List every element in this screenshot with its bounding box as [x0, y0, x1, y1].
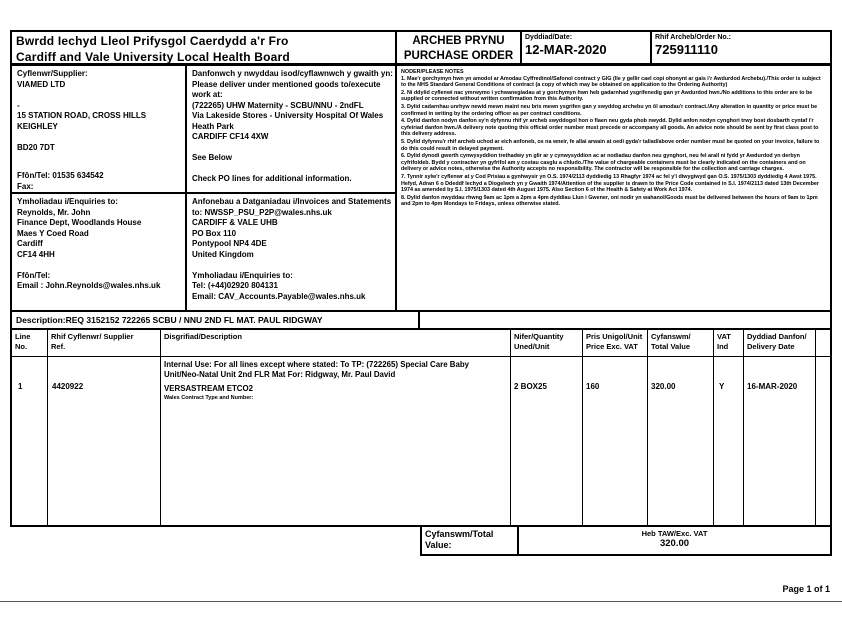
- column-divider: [47, 330, 48, 525]
- invoices-enquiries-label: Ymholiadau i/Enquiries to:: [192, 270, 293, 280]
- supplier-address-line: 15 STATION ROAD, CROSS HILLS: [17, 111, 147, 120]
- column-divider: [582, 330, 583, 525]
- supplier-address-line: [17, 132, 180, 143]
- supplier-phone: Ffôn/Tel: 01535 634542: [17, 171, 104, 180]
- note-item: 6. Dylid dynodi gwerth cynwysyddion trethadwy yn glir ar y cynwysyddion ac ar nodiadau danfon neu gynghori, neu fel arall ni fydd yr Awdurdod yn derbyn cyfrifoldeb. Bydd y contractwr yn gyfrifol am y costau casglu a chludo./The value of chargeable containers must be clearly indicated on the containers and on delivery or advice notes, otherwise the Authority accepts no responsibility. The contractor will be responsible for the collection and carriage charges.: [401, 153, 806, 173]
- column-divider: [743, 330, 744, 525]
- deliver-to-see-below: See Below: [192, 153, 233, 162]
- supplier-fax: Fax:: [17, 181, 34, 191]
- order-number-value: 725911110: [655, 42, 718, 57]
- order-date-value: 12-MAR-2020: [525, 42, 607, 57]
- enquiries-address-line: Finance Dept, Woodlands House: [17, 218, 142, 227]
- supplier-address-line: -: [17, 100, 20, 110]
- supplier-address-line: KEIGHLEY: [17, 121, 58, 131]
- page-number: Page 1 of 1: [782, 584, 830, 594]
- item-quantity: 2 BOX25: [514, 382, 547, 391]
- column-divider: [713, 330, 714, 525]
- totals-label-cell: [420, 525, 519, 556]
- col-header-line-no: Line No.: [15, 332, 31, 351]
- item-line-no: 1: [18, 382, 23, 391]
- document-title-welsh: ARCHEB PRYNU: [412, 35, 505, 47]
- note-item: 7. Tynnir sylw'r cyflenwr at y Cod Prisiau a gynhwysir yn O.S. 1974/2113 dyddiedig 13 Rhagfyr 1974 ac fel y'i diwygiwyd gan O.S. 1975/1303 dyddiedig 4 Awst 1975. Hefyd, Adran 6 o Ddeddf Iechyd a Diogelwch yn y Gwaith 1974/Attention of the supplier is drawn to the Price Code contained in S.I. 1974/2113 dated 13th December 1974 as amended by S.I. 1975/1303 dated 4th August 1975. Also Section 6 of the Health & Safety at Work Act 1974.: [401, 173, 819, 194]
- deliver-to-address-line: CARDIFF CF14 4XW: [192, 132, 269, 141]
- enquiries-address-line: Cardiff: [17, 239, 43, 248]
- item-delivery-date: 16-MAR-2020: [747, 382, 798, 391]
- deliver-to-label-english: Please deliver under mentioned goods to/execute: [192, 79, 381, 89]
- enquiries-label: Ymholiadau i/Enquiries to:: [17, 197, 118, 206]
- note-item: 3. Dylid cadarnhau unrhyw newid mewn maint neu bris mewn ysgrifen gan y swyddog archebu yn ôl amodau'r contract./Any alteration in quantity or price must be confirmed in writing by the ordering officer as per contract conditions.: [401, 103, 818, 117]
- invoices-box: [185, 192, 397, 312]
- invoices-label-line: Anfonebau a Datganiadau i/Invoices and Statements: [192, 197, 392, 206]
- order-date-cell: [520, 30, 652, 65]
- enquiries-address-line: CF14 4HH: [17, 249, 55, 259]
- description-text: Description:REQ 3152152 722265 SCBU / NNU 2ND FL MAT. PAUL RIDGWAY: [16, 315, 323, 325]
- document-title-cell: [395, 30, 522, 65]
- enquiries-email: Email : John.Reynolds@wales.nhs.uk: [17, 281, 161, 290]
- deliver-to-spacer: [192, 164, 390, 175]
- item-description-cell: [164, 360, 506, 402]
- supplier-label: Cyflenwr/Supplier:: [17, 69, 88, 78]
- column-divider: [160, 330, 161, 525]
- org-name-english: Cardiff and Vale University Local Health Board: [16, 50, 290, 64]
- deliver-to-check-po-note: Check PO lines for additional information.: [192, 174, 352, 183]
- enquiries-box: [10, 192, 187, 312]
- order-number-cell: [650, 30, 832, 65]
- enquiries-contact-name: Reynolds, Mr. John: [17, 207, 91, 217]
- notes-heading: NODER/PLEASE NOTES: [401, 69, 464, 75]
- org-name-cell: [10, 30, 397, 65]
- notes-box: [395, 64, 832, 312]
- column-divider: [647, 330, 648, 525]
- header-rule: [12, 356, 830, 357]
- items-table: [10, 328, 832, 527]
- col-header-delivery-date: Dyddiad Danfon/ Delivery Date: [747, 332, 807, 351]
- invoices-email-to: to: NWSSP_PSU_P2P@wales.nhs.uk: [192, 207, 332, 217]
- supplier-name: VIAMED LTD: [17, 79, 66, 89]
- order-number-label: Rhif Archeb/Order No.:: [655, 34, 731, 41]
- invoices-phone: Tel: (+44)02920 804131: [192, 281, 278, 290]
- col-header-quantity: Nifer/Quantity Uned/Unit: [514, 332, 564, 351]
- supplier-address-line: BD20 7DT: [17, 142, 55, 152]
- deliver-to-label-english-2: work at:: [192, 90, 223, 99]
- item-product-name: VERSASTREAM ETCO2: [164, 384, 254, 393]
- description-row-divider: [418, 312, 420, 328]
- col-header-description: Disgrifiad/Description: [164, 332, 242, 341]
- col-header-vat-ind: VAT Ind: [717, 332, 731, 351]
- deliver-to-address-line: Heath Park: [192, 121, 234, 131]
- deliver-to-box: [185, 64, 397, 194]
- net-total-value: 320.00: [659, 538, 690, 549]
- note-item: 2. Ni ddylid cyflenwi nac ymrwymo i ychwanegiadau at y gorchymyn hwn heb gadarnhad ysgrifenedig gan yr Awdurdod hwn./No additions to this order are to be supplied or connected without written confirmation from this Authority.: [401, 89, 813, 103]
- note-item: 1. Mae'r gorchymyn hwn yn amodol ar Amodau Cyffredinol/Safonol contract y GIG (lle y gellir cael copi ohonynt ar gais i'r Awdurdod Archebu)./This order is subject to the NHS Standard General Conditions of contract (a copy of which may be obtained on application to the Ordering Authority): [401, 75, 821, 89]
- deliver-to-spacer: [192, 143, 390, 154]
- item-unit-price: 160: [586, 382, 600, 391]
- note-item: 8. Dylid danfon nwyddau rhwng 9am ac 1pm a 2pm a 4pm dyddiau Llun i Gwener, oni nodir yn wahanol/Goods must be delivered between the hours of 9am to 1pm and 2pm to 4pm Mondays to Fridays, unless otherwise stated.: [401, 194, 818, 208]
- enquiries-phone-label: Ffôn/Tel:: [17, 270, 51, 280]
- col-header-supplier-ref: Rhif Cyflenwr/ Supplier Ref.: [51, 332, 134, 351]
- totals-label: Cyfanswm/Total Value:: [425, 529, 494, 550]
- net-total-label: Heb TAW/Exc. VAT: [641, 529, 708, 538]
- enquiries-spacer: [17, 260, 180, 271]
- note-item: 4. Dylid danfon nodyn danfon sy'n dyfynnu rhif yr archeb swyddogol hon o flaen neu gyda phob nwydd. Dylid anfon nodyn cynghori trwy bost dosbarth cyntaf i'r cyfeiriad danfon hwn./A delivery note quoting this official order number must precede or accompany all goods. An advice note should be sent by first class post to this delivery address.: [401, 118, 819, 138]
- column-divider: [815, 330, 816, 525]
- item-total-value: 320.00: [651, 382, 676, 391]
- invoices-address-line: Pontypool NP4 4DE: [192, 239, 267, 248]
- col-header-total-value: Cyfanswm/ Total Value: [651, 332, 691, 351]
- invoices-address-line: PO Box 110: [192, 228, 237, 238]
- deliver-to-address-line: (722265) UHW Maternity - SCBU/NNU - 2ndFL: [192, 100, 364, 110]
- document-title-english: PURCHASE ORDER: [403, 50, 514, 62]
- deliver-to-address-line: Via Lakeside Stores - University Hospital Of Wales: [192, 111, 384, 120]
- invoices-address-line: United Kingdom: [192, 249, 254, 259]
- invoices-spacer: [192, 260, 390, 271]
- description-row: [10, 310, 832, 330]
- col-header-unit-price: Pris Unigol/Unit Price Exc. VAT: [586, 332, 643, 351]
- item-internal-use: Internal Use: For all lines except where stated: To TP: (722265) Special Care Baby Unit/Neo-Natal Unit 2nd FLR Mat For: Ridgway, Mr. Paul David: [164, 360, 470, 379]
- column-divider: [510, 330, 511, 525]
- item-contract-note: Wales Contract Type and Number:: [164, 395, 254, 401]
- item-vat-indicator: Y: [719, 382, 725, 391]
- enquiries-address-line: Maes Y Coed Road: [17, 228, 89, 238]
- totals-value-cell: [517, 525, 832, 556]
- note-item: 5. Dylid dyfynnu'r rhif archeb uchod ar eich anfoneb, os na wneir, fe allai arwain at oedi gyda'r taliad/above order number must be quoted on your invoice, failure to do this could result in delayed payment.: [401, 138, 820, 152]
- supplier-address-line: [17, 90, 180, 101]
- page-bottom-edge: [0, 601, 842, 602]
- supplier-box: [10, 64, 187, 194]
- item-supplier-ref: 4420922: [52, 382, 84, 391]
- invoices-email: Email: CAV_Accounts.Payable@wales.nhs.uk: [192, 291, 366, 301]
- invoices-address-line: CARDIFF & VALE UHB: [192, 218, 278, 227]
- deliver-to-label-welsh: Danfonwch y nwyddau isod/cyflawnwch y gwaith yn:: [192, 69, 393, 78]
- org-name-welsh: Bwrdd Iechyd Lleol Prifysgol Caerdydd a'r Fro: [16, 34, 289, 48]
- order-date-label: Dyddiad/Date:: [525, 34, 573, 41]
